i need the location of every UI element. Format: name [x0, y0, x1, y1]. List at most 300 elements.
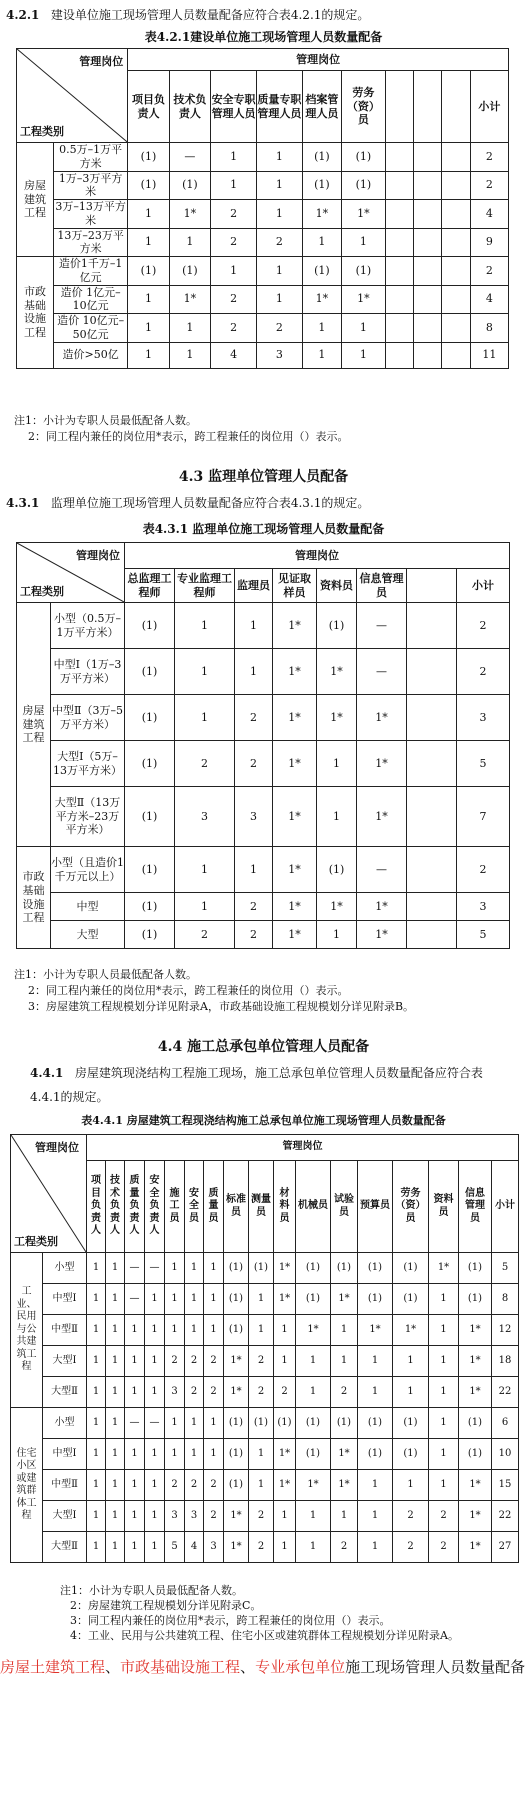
value-cell: [385, 257, 413, 286]
value-cell: 1*: [317, 649, 357, 695]
value-cell: 1: [169, 314, 210, 343]
table-row: [11, 1284, 519, 1315]
value-cell: 1*: [459, 1346, 492, 1377]
value-cell: (1): [125, 603, 175, 649]
clause-421: [6, 6, 369, 23]
value-cell: —: [125, 1408, 145, 1439]
value-cell: 5: [492, 1253, 519, 1284]
table-421-diagonal-header: [17, 49, 128, 143]
value-cell: 1: [429, 1315, 459, 1346]
value-cell: 1: [125, 1346, 145, 1377]
table-441: [10, 1134, 519, 1563]
table-row: [17, 603, 510, 649]
value-cell: 1: [175, 603, 235, 649]
value-cell: 10: [492, 1439, 519, 1470]
value-cell: 1: [145, 1501, 165, 1532]
value-cell: 1: [87, 1346, 106, 1377]
value-cell: 1: [296, 1532, 331, 1563]
value-cell: 1: [393, 1377, 429, 1408]
value-cell: 1: [165, 1408, 185, 1439]
footer-part1: 房屋土建筑工程: [0, 1658, 106, 1676]
value-cell: (1): [125, 921, 175, 949]
col-header: 总监理工程师: [125, 569, 175, 603]
value-cell: 2: [204, 1501, 224, 1532]
value-cell: 2: [331, 1377, 358, 1408]
value-cell: —: [145, 1253, 165, 1284]
footer-heading: [0, 1656, 525, 1677]
value-cell: 1: [235, 603, 273, 649]
table-row: [17, 847, 510, 893]
value-cell: 1: [256, 257, 302, 286]
value-cell: 1: [393, 1470, 429, 1501]
value-cell: 1: [358, 1532, 393, 1563]
value-cell: [407, 921, 457, 949]
value-cell: 1: [145, 1470, 165, 1501]
table-row: [17, 787, 510, 847]
value-cell: 2: [175, 741, 235, 787]
value-cell: (1): [224, 1470, 249, 1501]
value-cell: [407, 847, 457, 893]
col-header: 技术负责人: [169, 71, 210, 143]
value-cell: 8: [470, 314, 508, 343]
note-43-2: 2：同工程内兼任的岗位用*表示，跨工程兼任的岗位用（）表示。: [28, 984, 349, 997]
value-cell: [385, 228, 413, 257]
value-cell: 1*: [342, 285, 386, 314]
col-header: [385, 71, 413, 143]
row-label: 中型Ⅰ: [43, 1439, 87, 1470]
value-cell: (1): [224, 1408, 249, 1439]
value-cell: 1: [87, 1408, 106, 1439]
value-cell: [385, 285, 413, 314]
value-cell: 1: [204, 1253, 224, 1284]
value-cell: 1*: [429, 1253, 459, 1284]
table-421-caption: 表4.2.1建设单位施工现场管理人员数量配备: [144, 30, 383, 44]
value-cell: 2: [393, 1501, 429, 1532]
value-cell: 1: [256, 200, 302, 229]
value-cell: 1*: [459, 1470, 492, 1501]
category-cell: 房屋建筑工程: [17, 603, 51, 847]
table-row: [17, 741, 510, 787]
clause-441-num: 4.4.1: [30, 1066, 64, 1080]
value-cell: 2: [429, 1532, 459, 1563]
value-cell: 3: [175, 787, 235, 847]
value-cell: 1*: [224, 1532, 249, 1563]
value-cell: 3: [457, 695, 510, 741]
col-header: 质量专职管理人员: [256, 71, 302, 143]
value-cell: 1: [358, 1470, 393, 1501]
row-label: 大型Ⅱ: [43, 1532, 87, 1563]
row-label: 13万–23万平方米: [54, 228, 128, 257]
value-cell: 1*: [317, 695, 357, 741]
value-cell: [407, 787, 457, 847]
value-cell: (1): [296, 1408, 331, 1439]
row-label: 3万–13万平方米: [55, 200, 126, 227]
col-header: 技术负责人: [106, 1161, 125, 1253]
value-cell: 1: [185, 1439, 204, 1470]
value-cell: 1: [429, 1470, 459, 1501]
value-cell: 2: [165, 1470, 185, 1501]
value-cell: [407, 695, 457, 741]
value-cell: 1*: [357, 787, 407, 847]
value-cell: 1: [249, 1284, 274, 1315]
col-header: 安全专职管理人员: [211, 71, 257, 143]
value-cell: 2: [211, 285, 257, 314]
value-cell: 2: [457, 649, 510, 695]
value-cell: —: [357, 603, 407, 649]
value-cell: 1: [145, 1532, 165, 1563]
value-cell: 1: [125, 1439, 145, 1470]
value-cell: —: [357, 847, 407, 893]
value-cell: 1*: [273, 741, 317, 787]
value-cell: (1): [169, 257, 210, 286]
clause-441-cont: 4.4.1的规定。: [30, 1090, 109, 1104]
value-cell: 2: [204, 1346, 224, 1377]
value-cell: 2: [235, 893, 273, 921]
value-cell: 1*: [357, 921, 407, 949]
value-cell: (1): [459, 1253, 492, 1284]
row-label: 小型（0.5万–1万平方米）: [51, 603, 125, 649]
table-row: [11, 1501, 519, 1532]
value-cell: 1: [185, 1315, 204, 1346]
col-header: 小计: [470, 71, 508, 143]
value-cell: 1: [128, 200, 169, 229]
col-header: 档案管理人员: [302, 71, 341, 143]
value-cell: [442, 228, 470, 257]
value-cell: 1*: [302, 200, 341, 229]
value-cell: 4: [211, 342, 257, 368]
value-cell: 1: [185, 1253, 204, 1284]
value-cell: 1*: [224, 1501, 249, 1532]
value-cell: 1: [165, 1439, 185, 1470]
value-cell: 1: [393, 1346, 429, 1377]
value-cell: 2: [470, 143, 508, 172]
table-row: [17, 143, 509, 172]
value-cell: 1: [125, 1470, 145, 1501]
value-cell: 1*: [459, 1315, 492, 1346]
value-cell: 1: [317, 787, 357, 847]
value-cell: 1: [296, 1377, 331, 1408]
value-cell: 2: [235, 741, 273, 787]
value-cell: 1: [145, 1439, 165, 1470]
value-cell: 1: [317, 741, 357, 787]
value-cell: 1: [249, 1315, 274, 1346]
value-cell: 1*: [169, 200, 210, 229]
value-cell: 1: [274, 1315, 296, 1346]
value-cell: 1*: [273, 921, 317, 949]
value-cell: 1: [429, 1439, 459, 1470]
value-cell: 1*: [273, 847, 317, 893]
value-cell: (1): [125, 847, 175, 893]
value-cell: 2: [256, 314, 302, 343]
value-cell: 2: [204, 1470, 224, 1501]
value-cell: 1: [106, 1470, 125, 1501]
value-cell: 1: [175, 695, 235, 741]
value-cell: 2: [175, 921, 235, 949]
col-header: 劳务（资）员: [342, 71, 386, 143]
row-label: 1万–3万平方米: [54, 171, 128, 200]
value-cell: 2: [470, 171, 508, 200]
value-cell: 1: [87, 1470, 106, 1501]
value-cell: [414, 314, 442, 343]
value-cell: (1): [302, 143, 341, 172]
value-cell: 1*: [273, 649, 317, 695]
table-row: [11, 1346, 519, 1377]
col-header: [414, 71, 442, 143]
value-cell: 2: [457, 847, 510, 893]
value-cell: 1: [87, 1377, 106, 1408]
value-cell: 1: [249, 1470, 274, 1501]
value-cell: 1: [211, 143, 257, 172]
value-cell: 1: [429, 1284, 459, 1315]
value-cell: [407, 649, 457, 695]
value-cell: (1): [274, 1408, 296, 1439]
value-cell: 1: [87, 1284, 106, 1315]
value-cell: 1: [165, 1315, 185, 1346]
value-cell: 1: [87, 1532, 106, 1563]
value-cell: [442, 314, 470, 343]
value-cell: 1: [106, 1439, 125, 1470]
category-cell: 工业、民用与公共建筑工程: [11, 1253, 43, 1408]
value-cell: 1: [256, 285, 302, 314]
note-44-3: 3：同工程内兼任的岗位用*表示，跨工程兼任的岗位用（）表示。: [70, 1614, 391, 1627]
value-cell: 1: [358, 1501, 393, 1532]
value-cell: 4: [470, 285, 508, 314]
value-cell: (1): [331, 1253, 358, 1284]
value-cell: 2: [185, 1377, 204, 1408]
col-header: 机械员: [296, 1161, 331, 1253]
value-cell: (1): [125, 787, 175, 847]
value-cell: 1: [145, 1315, 165, 1346]
value-cell: 2: [185, 1470, 204, 1501]
value-cell: 1*: [393, 1315, 429, 1346]
value-cell: 22: [492, 1377, 519, 1408]
value-cell: (1): [393, 1408, 429, 1439]
value-cell: 8: [492, 1284, 519, 1315]
value-cell: 1: [296, 1501, 331, 1532]
value-cell: 2: [393, 1532, 429, 1563]
diag-bottom-label: 工程类别: [14, 1235, 58, 1249]
value-cell: 1: [342, 314, 386, 343]
col-header: 信息管理员: [459, 1161, 492, 1253]
row-label: 造价>50亿: [54, 342, 128, 368]
row-label: 造价 10亿元–50亿元: [54, 314, 128, 343]
value-cell: [385, 314, 413, 343]
value-cell: 2: [165, 1346, 185, 1377]
value-cell: 1: [106, 1284, 125, 1315]
value-cell: 1: [429, 1377, 459, 1408]
table-441-caption: 表4.4.1 房屋建筑工程现浇结构施工总承包单位施工现场管理人员数量配备: [81, 1114, 446, 1127]
col-header: 安全员: [185, 1161, 204, 1253]
table-row: [11, 1532, 519, 1563]
value-cell: —: [125, 1284, 145, 1315]
section-43-title: 4.3 监理单位管理人员配备: [178, 469, 349, 485]
value-cell: 1*: [459, 1501, 492, 1532]
col-header: 测量员: [249, 1161, 274, 1253]
value-cell: 12: [492, 1315, 519, 1346]
value-cell: 5: [165, 1532, 185, 1563]
value-cell: 1: [185, 1408, 204, 1439]
value-cell: (1): [317, 603, 357, 649]
value-cell: 5: [457, 921, 510, 949]
value-cell: [442, 285, 470, 314]
value-cell: 1: [128, 285, 169, 314]
value-cell: 1: [106, 1253, 125, 1284]
value-cell: 2: [211, 314, 257, 343]
value-cell: 1: [125, 1377, 145, 1408]
value-cell: 1: [87, 1315, 106, 1346]
value-cell: [407, 893, 457, 921]
value-cell: 1: [204, 1439, 224, 1470]
value-cell: 2: [235, 921, 273, 949]
value-cell: (1): [296, 1253, 331, 1284]
value-cell: 1: [106, 1532, 125, 1563]
value-cell: 1: [128, 228, 169, 257]
category-cell: 市政基础设施工程: [17, 257, 54, 369]
value-cell: 3: [256, 342, 302, 368]
value-cell: 1*: [169, 285, 210, 314]
value-cell: (1): [296, 1439, 331, 1470]
table-row: [17, 228, 509, 257]
clause-431-num: 4.3.1: [6, 496, 40, 510]
table-row: [11, 1408, 519, 1439]
row-label: 大型Ⅰ: [43, 1501, 87, 1532]
value-cell: [407, 741, 457, 787]
col-header: 小计: [457, 569, 510, 603]
value-cell: (1): [393, 1253, 429, 1284]
table-row: [17, 342, 509, 368]
value-cell: (1): [459, 1284, 492, 1315]
value-cell: 22: [492, 1501, 519, 1532]
value-cell: 3: [165, 1501, 185, 1532]
value-cell: 1: [87, 1439, 106, 1470]
note-421-2: 2：同工程内兼任的岗位用*表示，跨工程兼任的岗位用（）表示。: [28, 430, 349, 443]
value-cell: 1: [302, 314, 341, 343]
col-header: 资料员: [317, 569, 357, 603]
table-row: [17, 649, 510, 695]
value-cell: 1*: [357, 741, 407, 787]
value-cell: 2: [235, 695, 273, 741]
value-cell: [442, 257, 470, 286]
row-label: 中型Ⅰ（1万–3万平方米）: [51, 649, 125, 695]
value-cell: 1*: [459, 1532, 492, 1563]
table-441-diagonal-header: [11, 1135, 87, 1253]
value-cell: 1: [165, 1284, 185, 1315]
value-cell: 1: [185, 1284, 204, 1315]
value-cell: 1: [274, 1501, 296, 1532]
value-cell: 1: [342, 342, 386, 368]
value-cell: 1: [204, 1284, 224, 1315]
row-label: 0.5万–1万平方米: [54, 143, 128, 172]
value-cell: 1: [256, 171, 302, 200]
note-44-4: 4：工业、民用与公共建筑工程、住宅小区或建筑群体工程规模划分详见附录A。: [70, 1629, 459, 1642]
value-cell: 1: [331, 1346, 358, 1377]
value-cell: [414, 285, 442, 314]
category-cell: 住宅小区或建筑群体工程: [11, 1408, 43, 1563]
value-cell: 1*: [331, 1284, 358, 1315]
row-label: 大型: [51, 921, 125, 949]
value-cell: 1: [125, 1315, 145, 1346]
value-cell: 2: [274, 1377, 296, 1408]
clause-441-text: 房屋建筑现浇结构工程施工现场，施工总承包单位管理人员数量配备应符合表: [74, 1066, 483, 1080]
value-cell: 1: [235, 649, 273, 695]
value-cell: 1: [249, 1439, 274, 1470]
value-cell: 3: [185, 1501, 204, 1532]
value-cell: —: [145, 1408, 165, 1439]
value-cell: 1: [169, 228, 210, 257]
col-header: 预算员: [358, 1161, 393, 1253]
value-cell: (1): [128, 171, 169, 200]
value-cell: [442, 342, 470, 368]
value-cell: 1: [256, 143, 302, 172]
value-cell: 2: [211, 228, 257, 257]
value-cell: 2: [185, 1346, 204, 1377]
row-label: 中型Ⅰ: [43, 1284, 87, 1315]
table-row: [17, 314, 509, 343]
value-cell: 1*: [459, 1377, 492, 1408]
value-cell: —: [357, 649, 407, 695]
value-cell: 1: [331, 1315, 358, 1346]
table-row: [17, 257, 509, 286]
row-label: 中型Ⅱ: [43, 1315, 87, 1346]
value-cell: 1*: [274, 1284, 296, 1315]
value-cell: (1): [393, 1439, 429, 1470]
table-row: [17, 695, 510, 741]
category-cell: 房屋建筑工程: [17, 143, 54, 257]
value-cell: (1): [128, 257, 169, 286]
value-cell: (1): [125, 695, 175, 741]
clause-421-text: 建设单位施工现场管理人员数量配备应符合表4.2.1的规定。: [50, 8, 370, 22]
value-cell: [442, 200, 470, 229]
diag-top-label: 管理岗位: [76, 549, 120, 562]
value-cell: (1): [358, 1408, 393, 1439]
value-cell: (1): [224, 1284, 249, 1315]
value-cell: 1: [106, 1408, 125, 1439]
value-cell: (1): [125, 893, 175, 921]
row-label: 小型: [43, 1408, 87, 1439]
note-44-2: 2：房屋建筑工程规模划分详见附录C。: [70, 1599, 262, 1612]
value-cell: 1: [302, 342, 341, 368]
value-cell: —: [125, 1253, 145, 1284]
value-cell: (1): [302, 171, 341, 200]
table-row: [17, 200, 509, 229]
value-cell: (1): [317, 847, 357, 893]
col-header: 试验员: [331, 1161, 358, 1253]
note-44-1: 注1：小计为专职人员最低配备人数。: [60, 1584, 243, 1597]
value-cell: (1): [249, 1253, 274, 1284]
diag-bottom-label: 工程类别: [20, 585, 64, 599]
value-cell: (1): [224, 1439, 249, 1470]
value-cell: [414, 143, 442, 172]
value-cell: (1): [393, 1284, 429, 1315]
value-cell: 1*: [273, 695, 317, 741]
col-header: [442, 71, 470, 143]
col-header: 资料员: [429, 1161, 459, 1253]
col-header: 标准员: [224, 1161, 249, 1253]
value-cell: 1: [106, 1315, 125, 1346]
group-header: 管理岗位: [87, 1135, 519, 1161]
table-row: [17, 921, 510, 949]
value-cell: (1): [249, 1408, 274, 1439]
value-cell: [385, 200, 413, 229]
row-label: 中型Ⅱ（3万–5万平方米）: [51, 695, 125, 741]
value-cell: [385, 342, 413, 368]
clause-421-num: 4.2.1: [6, 8, 40, 22]
row-label: 大型Ⅱ（13万平方米–23万平方米）: [51, 787, 125, 847]
value-cell: 1*: [331, 1470, 358, 1501]
value-cell: 1: [274, 1532, 296, 1563]
row-label: 造价1千万–1亿元: [54, 257, 128, 286]
value-cell: 1*: [224, 1346, 249, 1377]
